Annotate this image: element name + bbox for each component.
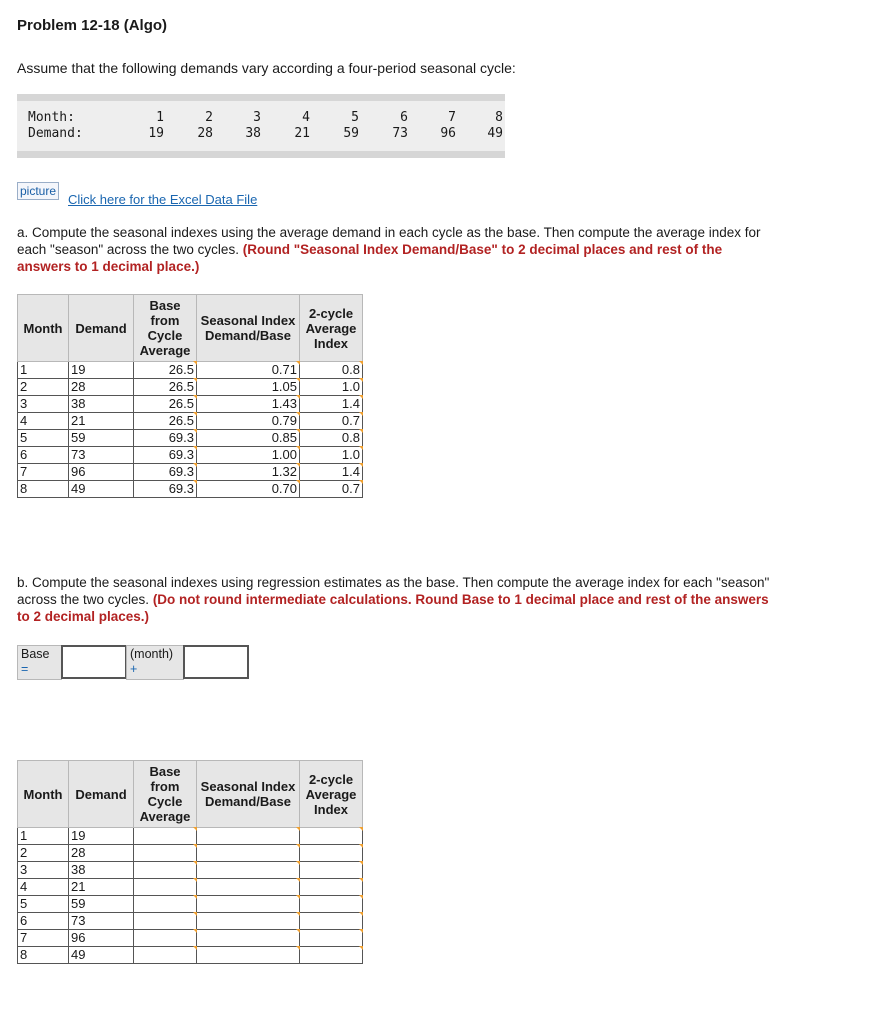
seasonal-index-input[interactable]: [197, 862, 300, 879]
month-cell: 8: [18, 947, 69, 964]
plus-sign: +: [130, 662, 138, 676]
seasonal-index-input[interactable]: [197, 896, 300, 913]
seasonal-index-cell[interactable]: 0.70: [197, 481, 300, 498]
demand-table-month: 1: [156, 110, 164, 125]
header-avg-index: 2-cycle Average Index: [300, 295, 363, 362]
seasonal-index-cell[interactable]: 1.32: [197, 464, 300, 481]
demand-cell: 96: [69, 930, 134, 947]
table-row: [18, 845, 363, 862]
base-slope-input[interactable]: [183, 645, 249, 679]
base-cell[interactable]: 26.5: [134, 413, 197, 430]
header-seasonal-index: Seasonal Index Demand/Base: [197, 761, 300, 828]
avg-index-cell[interactable]: 0.8: [300, 430, 363, 447]
part-b-table: [17, 760, 363, 964]
part-b-text: b. Compute the seasonal indexes using regression estimates as the base. Then compute the average index for each "season" across the two cycles.: [17, 575, 770, 607]
table-row: [18, 913, 363, 930]
demand-table-month: 5: [351, 110, 359, 125]
base-input[interactable]: [134, 862, 197, 879]
header-demand: Demand: [69, 761, 134, 828]
seasonal-index-cell[interactable]: 1.00: [197, 447, 300, 464]
base-equals-label: [17, 645, 62, 680]
table-row: [18, 464, 363, 481]
base-cell[interactable]: 69.3: [134, 430, 197, 447]
base-cell[interactable]: 69.3: [134, 447, 197, 464]
seasonal-index-cell[interactable]: 0.85: [197, 430, 300, 447]
header-avg-index: 2-cycle Average Index: [300, 761, 363, 828]
demand-table-month: 4: [302, 110, 310, 125]
avg-index-cell[interactable]: 1.0: [300, 379, 363, 396]
demand-cell: 59: [69, 896, 134, 913]
demand-cell: 21: [69, 413, 134, 430]
base-input[interactable]: [134, 947, 197, 964]
picture-button[interactable]: picture: [17, 182, 59, 200]
seasonal-index-input[interactable]: [197, 947, 300, 964]
part-b-instruction: (Do not round intermediate calculations. Round Base to 1 decimal place and rest of the answers to 2 decimal places.): [17, 592, 769, 624]
demand-table-month: 3: [253, 110, 261, 125]
demand-table-value: 19: [148, 126, 164, 141]
demand-table-value: 38: [245, 126, 261, 141]
demand-cell: 19: [69, 362, 134, 379]
demand-cell: 38: [69, 862, 134, 879]
month-cell: 2: [18, 379, 69, 396]
header-demand: Demand: [69, 295, 134, 362]
table-row: [18, 430, 363, 447]
problem-title: Problem 12-18 (Algo): [17, 17, 168, 34]
table-row: [18, 379, 363, 396]
month-cell: 4: [18, 413, 69, 430]
demand-table-value: 73: [392, 126, 408, 141]
table-row: [18, 930, 363, 947]
month-cell: 3: [18, 396, 69, 413]
demand-cell: 21: [69, 879, 134, 896]
avg-index-input[interactable]: [300, 828, 363, 845]
demand-table-month: 6: [400, 110, 408, 125]
demand-cell: 96: [69, 464, 134, 481]
month-cell: 4: [18, 879, 69, 896]
seasonal-index-cell[interactable]: 0.79: [197, 413, 300, 430]
avg-index-input[interactable]: [300, 947, 363, 964]
table-row: [18, 447, 363, 464]
avg-index-cell[interactable]: 0.7: [300, 413, 363, 430]
base-input[interactable]: [134, 930, 197, 947]
month-cell: 1: [18, 362, 69, 379]
base-input[interactable]: [134, 845, 197, 862]
avg-index-cell[interactable]: 1.4: [300, 396, 363, 413]
demand-cell: 73: [69, 447, 134, 464]
demand-label: Demand:: [28, 126, 83, 141]
demand-cell: 28: [69, 845, 134, 862]
demand-table-value: 96: [440, 126, 456, 141]
base-input[interactable]: [134, 879, 197, 896]
equals-sign: =: [21, 662, 29, 676]
month-cell: 8: [18, 481, 69, 498]
demand-box-bottom-bar: [17, 151, 505, 158]
avg-index-input[interactable]: [300, 879, 363, 896]
seasonal-index-input[interactable]: [197, 828, 300, 845]
month-cell: 1: [18, 828, 69, 845]
header-seasonal-index: Seasonal Index Demand/Base: [197, 295, 300, 362]
table-row: [18, 862, 363, 879]
demand-cell: 49: [69, 947, 134, 964]
table-row: [18, 828, 363, 845]
demand-box-top-bar: [17, 94, 505, 101]
month-cell: 7: [18, 930, 69, 947]
part-a-text: a. Compute the seasonal indexes using the average demand in each cycle as the base. Then compute the average index for each "season" across the two cycles.: [17, 225, 761, 257]
demand-cell: 59: [69, 430, 134, 447]
demand-table-month: 2: [205, 110, 213, 125]
avg-index-cell[interactable]: 1.4: [300, 464, 363, 481]
base-cell[interactable]: 26.5: [134, 379, 197, 396]
month-cell: 3: [18, 862, 69, 879]
demand-cell: 19: [69, 828, 134, 845]
seasonal-index-input[interactable]: [197, 845, 300, 862]
month-cell: 6: [18, 447, 69, 464]
base-intercept-input[interactable]: [61, 645, 127, 679]
demand-table-value: 28: [197, 126, 213, 141]
avg-index-input[interactable]: [300, 930, 363, 947]
part-a-instruction: (Round "Seasonal Index Demand/Base" to 2 decimal places and rest of the answers to 1 decimal place.): [17, 242, 723, 274]
month-term-label: (month): [130, 647, 174, 661]
demand-cell: 38: [69, 396, 134, 413]
avg-index-input[interactable]: [300, 862, 363, 879]
table-row: [18, 879, 363, 896]
table-row: [18, 947, 363, 964]
base-cell[interactable]: 69.3: [134, 464, 197, 481]
avg-index-input[interactable]: [300, 913, 363, 930]
seasonal-index-input[interactable]: [197, 930, 300, 947]
header-month: Month: [18, 761, 69, 828]
avg-index-input[interactable]: [300, 896, 363, 913]
month-plus-label: [126, 645, 184, 680]
table-row: [18, 896, 363, 913]
demand-table-value: 59: [343, 126, 359, 141]
demand-table-value: 21: [294, 126, 310, 141]
seasonal-index-cell[interactable]: 0.71: [197, 362, 300, 379]
base-input[interactable]: [134, 896, 197, 913]
seasonal-index-input[interactable]: [197, 879, 300, 896]
header-base: Base from Cycle Average: [134, 761, 197, 828]
problem-intro: Assume that the following demands vary according a four-period seasonal cycle:: [17, 60, 516, 76]
base-label: Base: [21, 647, 50, 661]
base-cell[interactable]: 69.3: [134, 481, 197, 498]
base-cell[interactable]: 26.5: [134, 396, 197, 413]
avg-index-input[interactable]: [300, 845, 363, 862]
table-row: [18, 413, 363, 430]
header-month: Month: [18, 295, 69, 362]
avg-index-cell[interactable]: 0.8: [300, 362, 363, 379]
demand-table-month: 7: [448, 110, 456, 125]
demand-table-value: 49: [487, 126, 503, 141]
demand-cell: 73: [69, 913, 134, 930]
seasonal-index-input[interactable]: [197, 913, 300, 930]
table-row: [18, 396, 363, 413]
demand-cell: 28: [69, 379, 134, 396]
excel-data-link[interactable]: Click here for the Excel Data File: [68, 192, 258, 207]
month-cell: 5: [18, 896, 69, 913]
base-input[interactable]: [134, 913, 197, 930]
demand-table-month: 8: [495, 110, 503, 125]
month-cell: 5: [18, 430, 69, 447]
seasonal-index-cell[interactable]: 1.05: [197, 379, 300, 396]
base-cell[interactable]: 26.5: [134, 362, 197, 379]
table-row: [18, 362, 363, 379]
table-row: [18, 481, 363, 498]
month-cell: 6: [18, 913, 69, 930]
seasonal-index-cell[interactable]: 1.43: [197, 396, 300, 413]
demand-cell: 49: [69, 481, 134, 498]
part-a-table: [17, 294, 363, 498]
avg-index-cell[interactable]: 1.0: [300, 447, 363, 464]
part-b-question: [17, 574, 777, 625]
header-base: Base from Cycle Average: [134, 295, 197, 362]
month-label: Month:: [28, 110, 75, 125]
part-a-question: [17, 224, 777, 275]
base-input[interactable]: [134, 828, 197, 845]
month-cell: 7: [18, 464, 69, 481]
month-cell: 2: [18, 845, 69, 862]
avg-index-cell[interactable]: 0.7: [300, 481, 363, 498]
